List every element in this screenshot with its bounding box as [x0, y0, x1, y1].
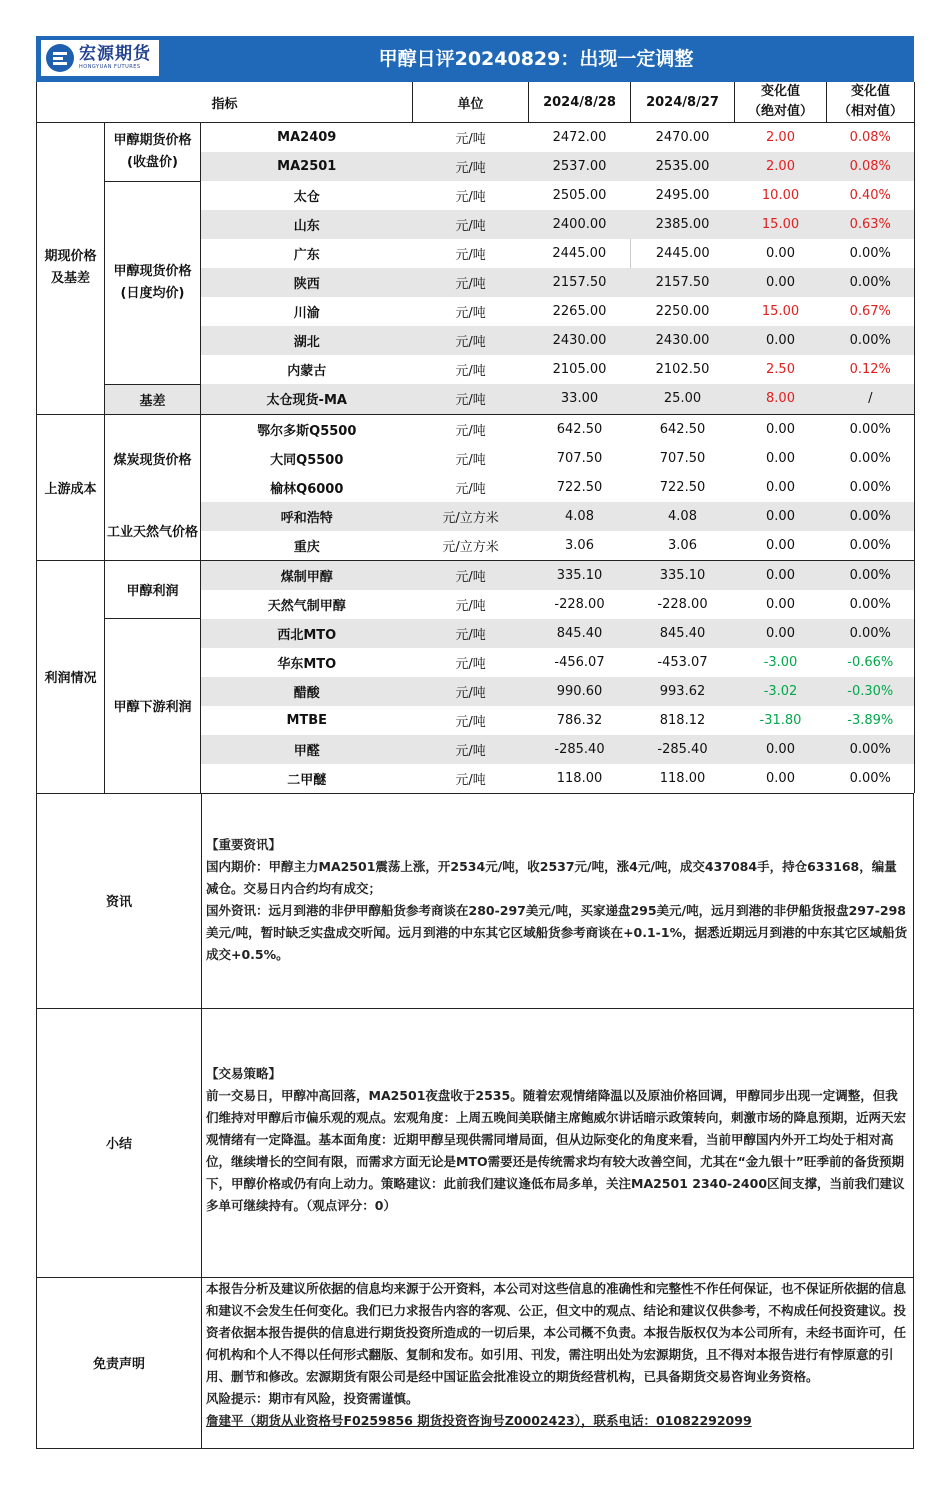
- logo-english-name: HONGYUAN FUTURES: [79, 64, 141, 70]
- row-value-date1: 4.08: [565, 508, 594, 524]
- row-value-date2: 2102.50: [655, 362, 710, 377]
- row-value-date1: 722.50: [556, 479, 603, 495]
- indicator-table: [36, 82, 915, 793]
- row-name: 醋酸: [293, 685, 320, 701]
- risk-warning: 风险提示：期市有风险，投资需谨慎。: [206, 1390, 419, 1406]
- row-unit: 元/吨: [455, 685, 486, 701]
- subcategory-downstream-profit: 甲醇下游利润: [105, 619, 201, 793]
- row-value-date1: 2430.00: [552, 333, 607, 348]
- row-abs-change: 0.00: [766, 333, 795, 348]
- summary-content: [202, 1009, 913, 1277]
- row-name: 煤制甲醇: [280, 569, 333, 585]
- news-label: 资讯: [37, 794, 202, 1008]
- table-row: [37, 619, 915, 648]
- disclaimer-label: 免责声明: [37, 1278, 202, 1448]
- row-unit: 元/吨: [455, 598, 486, 614]
- report-header: [36, 36, 914, 82]
- row-rel-change: 0.00%: [849, 596, 891, 612]
- row-abs-change: 0.00: [766, 275, 795, 290]
- row-unit: 元/吨: [455, 364, 486, 379]
- row-unit: 元/吨: [455, 219, 486, 234]
- row-value-date2: 4.08: [668, 508, 697, 524]
- row-name: 太仓现货-MA: [201, 384, 413, 414]
- table-row: [37, 560, 915, 590]
- row-abs-change: 0.00: [766, 508, 795, 524]
- news-title: 【重要资讯】: [206, 836, 282, 852]
- category-futures-spot: 期现价格及基差: [37, 123, 105, 415]
- row-value-date1: 707.50: [556, 450, 603, 466]
- row-rel-change: 0.12%: [849, 362, 891, 377]
- row-unit: 元/立方米: [413, 531, 529, 561]
- row-value-date1: 335.10: [556, 567, 603, 583]
- row-value-date1: 845.40: [556, 625, 603, 641]
- row-rel-change: 0.08%: [849, 130, 891, 145]
- row-abs-change: 2.00: [766, 130, 795, 145]
- subcategory-gas-price: 工业天然气价格: [105, 502, 201, 561]
- row-name: 川渝: [293, 306, 320, 321]
- row-value-date1: 990.60: [556, 683, 603, 699]
- analyst-contact: 詹建平（期货从业资格号F0259856 期货投资咨询号Z0002423），联系电话：01082292099: [206, 1412, 752, 1428]
- table-row: [37, 384, 915, 414]
- report-title: 甲醇日评20240829：出现一定调整: [378, 48, 694, 70]
- col-date1: 2024/8/28: [529, 82, 631, 123]
- row-value-date2: 993.62: [659, 683, 706, 699]
- row-name: 呼和浩特: [280, 510, 333, 526]
- row-rel-change: 0.00%: [849, 421, 891, 437]
- table-row: [37, 123, 915, 153]
- row-value-date1: 2445.00: [552, 246, 607, 261]
- row-unit: 元/吨: [455, 306, 486, 321]
- row-unit: 元/吨: [455, 743, 486, 759]
- subcategory-futures-price: 甲醇期货价格(收盘价): [105, 123, 201, 182]
- row-name: 陕西: [293, 277, 320, 292]
- summary-label: 小结: [37, 1009, 202, 1277]
- row-name: 榆林Q6000: [270, 481, 344, 497]
- row-abs-change: 0.00: [766, 421, 795, 437]
- row-unit: 元/吨: [455, 627, 486, 643]
- summary-title: 【交易策略】: [206, 1065, 282, 1081]
- row-abs-change: -3.00: [763, 654, 798, 670]
- row-rel-change: 0.08%: [849, 159, 891, 174]
- row-value-date2: 2385.00: [655, 217, 710, 232]
- subcategory-basis: 基差: [105, 384, 201, 414]
- row-rel-change: -3.89%: [847, 712, 894, 728]
- row-abs-change: 0.00: [766, 479, 795, 495]
- news-content: [202, 794, 913, 1008]
- row-name: 湖北: [293, 335, 320, 350]
- category-upstream: 上游成本: [37, 414, 105, 560]
- row-abs-change: -3.02: [763, 683, 798, 699]
- row-value-date1: -228.00: [554, 596, 605, 612]
- row-value-date1: -285.40: [554, 741, 605, 757]
- row-unit: 元/吨: [455, 481, 486, 497]
- row-unit: 元/吨: [455, 277, 486, 292]
- row-value-date2: 845.40: [659, 625, 706, 641]
- row-abs-change: -31.80: [759, 712, 802, 728]
- row-rel-change: 0.00%: [849, 479, 891, 495]
- col-abs-change: 变化值 （绝对值）: [735, 82, 827, 123]
- hongyuan-logo-icon: [45, 43, 75, 73]
- row-name: 天然气制甲醇: [267, 598, 346, 614]
- category-profit: 利润情况: [37, 560, 105, 793]
- row-abs-change: 0.00: [766, 770, 795, 786]
- row-rel-change: 0.00%: [849, 333, 891, 348]
- row-unit: 元/吨: [455, 423, 486, 439]
- row-unit: 元/吨: [455, 190, 486, 205]
- row-abs-change: 2.00: [766, 159, 795, 174]
- row-rel-change: 0.00%: [849, 741, 891, 757]
- row-value-date2: 2157.50: [655, 275, 710, 290]
- row-unit: 元/吨: [455, 161, 486, 176]
- row-name: MTBE: [286, 712, 328, 728]
- row-abs-change: 15.00: [761, 304, 800, 319]
- row-name: 大同Q5500: [270, 452, 344, 468]
- row-value-date2: 707.50: [659, 450, 706, 466]
- row-unit: 元/吨: [455, 656, 486, 672]
- row-unit: 元/吨: [455, 569, 486, 585]
- row-name: 二甲醚: [287, 772, 327, 788]
- row-rel-change: 0.00%: [849, 567, 891, 583]
- table-row: [37, 414, 915, 444]
- subcategory-coal-price: 煤炭现货价格: [105, 414, 201, 502]
- row-rel-change: -0.66%: [847, 654, 894, 670]
- row-abs-change: 0.00: [766, 450, 795, 466]
- col-date2: 2024/8/27: [631, 82, 735, 123]
- row-value-date1: 642.50: [556, 421, 603, 437]
- row-value-date1: 2105.00: [552, 362, 607, 377]
- row-value-date1: 118.00: [556, 770, 603, 786]
- row-rel-change: 0.63%: [849, 217, 891, 232]
- row-unit: 元/吨: [455, 335, 486, 350]
- row-abs-change: 0.00: [766, 625, 795, 641]
- row-value-date2: 3.06: [631, 531, 735, 561]
- row-value-date1: 786.32: [556, 712, 603, 728]
- col-indicator: 指标: [37, 82, 413, 123]
- methanol-daily-report: [36, 36, 914, 1449]
- row-unit: 元/立方米: [442, 510, 499, 526]
- row-abs-change: 0.00: [735, 531, 827, 561]
- summary-strategy: 前一交易日，甲醇冲高回落，MA2501夜盘收于2535。随着宏观情绪降温以及原油价格回调，甲醇同步出现一定调整，但我们维持对甲醇后市偏乐观的观点。宏观角度：上周五晚间美联储主席鲍威尔讲话暗示政策转向，刺激市场的降息预期，近两天宏观情绪有一定降温。基本面角度：近期甲醇呈现供需同增局面，但从边际变化的角度来看，当前甲醇国内外开工均处于相对高位，继续增长的空间有限，而需求方面无论是MTO需要还是传统需求均有较大改善空间，尤其在“金九银十”旺季前的备货预期下，甲醇价格或仍有向上动力。策略建议：此前我们建议逢低布局多单，关注MA2501 2340-2400区间支撑，当前我们建议多单可继续持有。（观点评分：0）: [206, 1087, 907, 1213]
- row-name: MA2409: [277, 130, 337, 145]
- row-name: 西北MTO: [277, 627, 337, 643]
- company-logo: [41, 40, 159, 76]
- row-abs-change: 0.00: [766, 741, 795, 757]
- row-abs-change: 8.00: [735, 384, 827, 414]
- row-name: 华东MTO: [277, 656, 337, 672]
- row-rel-change: /: [827, 384, 915, 414]
- disclaimer-content: [202, 1278, 913, 1448]
- news-domestic: 国内期价：甲醇主力MA2501震荡上涨，开2534元/吨，收2537元/吨，涨4元/吨，成交437084手，持仓633168，编量减仓。交易日内合约均有成交；: [206, 858, 897, 896]
- row-name: 重庆: [201, 531, 413, 561]
- table-row: [37, 181, 915, 210]
- row-value-date2: 118.00: [659, 770, 706, 786]
- row-value-date2: 722.50: [659, 479, 706, 495]
- row-name: 太仓: [293, 190, 320, 205]
- row-rel-change: 0.67%: [849, 304, 891, 319]
- row-name: 鄂尔多斯Q5500: [257, 423, 357, 439]
- row-value-date2: 2445.00: [631, 239, 735, 268]
- row-value-date1: -456.07: [554, 654, 605, 670]
- disclaimer-text: 本报告分析及建议所依据的信息均来源于公开资料，本公司对这些信息的准确性和完整性不作任何保证，也不保证所依据的信息和建议不会发生任何变化。我们已力求报告内容的客观、公正，但文中的观点、结论和建议仅供参考，不构成任何投资建议。投资者依据本报告提供的信息进行期货投资所造成的一切后果，本公司概不负责。本报告版权仅为本公司所有，未经书面许可，任何机构和个人不得以任何形式翻版、复制和发布。如引用、刊发，需注明出处为宏源期货，且不得对本报告进行有悖原意的引用、删节和修改。宏源期货有限公司是经中国证监会批准设立的期货经营机构，已具备期货交易咨询业务资格。: [206, 1280, 907, 1384]
- row-value-date2: 2430.00: [655, 333, 710, 348]
- row-rel-change: 0.00%: [849, 508, 891, 524]
- row-rel-change: 0.00%: [849, 625, 891, 641]
- row-value-date2: 335.10: [659, 567, 706, 583]
- disclaimer-section: [36, 1277, 914, 1449]
- row-unit: 元/吨: [455, 248, 486, 263]
- row-abs-change: 15.00: [761, 217, 800, 232]
- logo-chinese-name: 宏源期货: [79, 44, 151, 64]
- row-unit: 元/吨: [455, 132, 486, 147]
- row-rel-change: 0.00%: [849, 275, 891, 290]
- row-abs-change: 2.50: [766, 362, 795, 377]
- row-value-date1: 2537.00: [552, 159, 607, 174]
- row-abs-change: 10.00: [761, 188, 800, 203]
- table-row: [37, 502, 915, 531]
- row-value-date2: 2495.00: [655, 188, 710, 203]
- row-unit: 元/吨: [455, 714, 486, 730]
- row-name: 内蒙古: [287, 364, 327, 379]
- row-value-date2: -285.40: [657, 741, 708, 757]
- row-rel-change: 0.00%: [849, 450, 891, 466]
- row-name: MA2501: [277, 159, 337, 174]
- row-value-date2: 818.12: [659, 712, 706, 728]
- row-name: 广东: [293, 248, 320, 263]
- col-rel-change: 变化值 （相对值）: [827, 82, 915, 123]
- row-abs-change: 0.00: [766, 596, 795, 612]
- row-value-date1: 3.06: [529, 531, 631, 561]
- row-value-date2: 25.00: [631, 384, 735, 414]
- subcategory-methanol-profit: 甲醇利润: [105, 560, 201, 619]
- news-overseas: 国外资讯：远月到港的非伊甲醇船货参考商谈在280-297美元/吨，买家递盘295美元/吨，远月到港的非伊船货报盘297-298美元/吨，暂时缺乏实盘成交听闻。远月到港的中东其它区域船货参考商谈在+0.1-1%，据悉近期远月到港的中东其它区域船货成交+0.5%。: [206, 902, 908, 962]
- row-rel-change: 0.00%: [827, 531, 915, 561]
- row-unit: 元/吨: [413, 384, 529, 414]
- col-unit: 单位: [413, 82, 529, 123]
- row-rel-change: 0.00%: [849, 246, 891, 261]
- row-value-date1: 2157.50: [552, 275, 607, 290]
- row-value-date2: -453.07: [657, 654, 708, 670]
- row-value-date2: 2470.00: [655, 130, 710, 145]
- row-rel-change: -0.30%: [847, 683, 894, 699]
- row-value-date2: 2250.00: [655, 304, 710, 319]
- row-value-date1: 2472.00: [552, 130, 607, 145]
- news-section: [36, 793, 914, 1008]
- row-name: 甲醛: [293, 743, 320, 759]
- subcategory-spot-price: 甲醇现货价格(日度均价): [105, 181, 201, 384]
- row-value-date1: 2400.00: [552, 217, 607, 232]
- row-value-date2: 2535.00: [655, 159, 710, 174]
- row-unit: 元/吨: [455, 772, 486, 788]
- row-value-date1: 33.00: [529, 384, 631, 414]
- row-value-date1: 2505.00: [552, 188, 607, 203]
- row-rel-change: 0.40%: [849, 188, 891, 203]
- row-name: 山东: [293, 219, 320, 234]
- row-value-date2: 642.50: [659, 421, 706, 437]
- row-value-date1: 2265.00: [552, 304, 607, 319]
- table-header-row: [37, 82, 915, 123]
- row-rel-change: 0.00%: [849, 770, 891, 786]
- row-abs-change: 0.00: [766, 567, 795, 583]
- row-unit: 元/吨: [455, 452, 486, 468]
- row-value-date2: -228.00: [657, 596, 708, 612]
- row-abs-change: 0.00: [766, 246, 795, 261]
- summary-section: [36, 1008, 914, 1277]
